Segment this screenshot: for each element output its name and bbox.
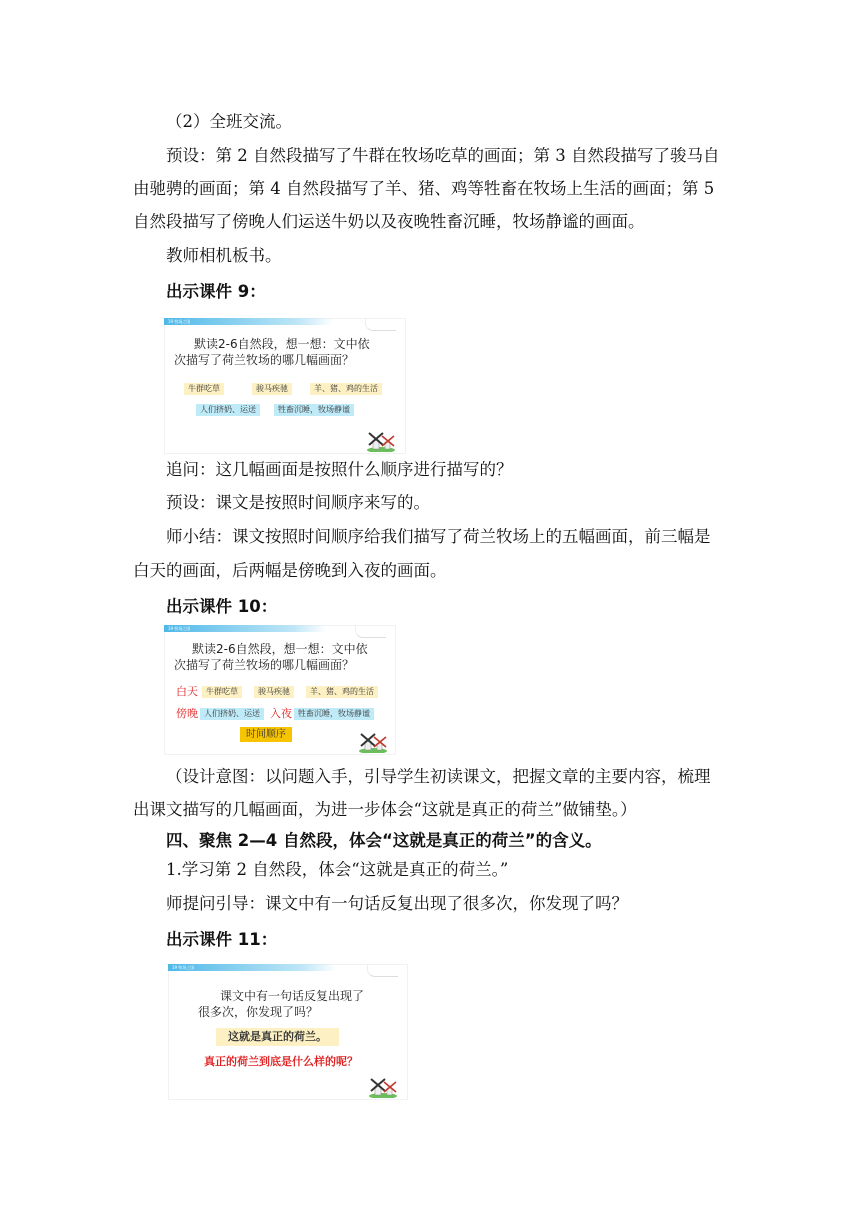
slide-question-line2: 次描写了荷兰牧场的哪几幅画面？ — [174, 658, 355, 672]
paragraph-learn-section2: 1.学习第 2 自然段，体会“这就是真正的荷兰。” — [166, 860, 509, 879]
heading-slide-11: 出示课件 11： — [166, 930, 278, 949]
tag-horses-galloping: 骏马疾驰 — [252, 383, 292, 395]
slide-9 — [164, 318, 406, 454]
tag-livestock-sleeping: 牲畜沉睡，牧场静谧 — [274, 404, 354, 416]
paragraph-design-intent-line2: 出课文描写的几幅画面，为进一步体会“这就是真正的荷兰”做铺垫。） — [133, 800, 637, 819]
answer-highlight: 这就是真正的荷兰。 — [216, 1028, 339, 1046]
tag-people-milking: 人们挤奶、运送 — [196, 404, 260, 416]
heading-slide-9: 出示课件 9： — [166, 282, 266, 301]
corner-decoration — [355, 625, 386, 638]
slide-red-question: 真正的荷兰到底是什么样的呢？ — [204, 1055, 358, 1068]
slide-11 — [168, 964, 408, 1100]
windmill-icon — [364, 430, 398, 452]
slide-question-line1: 默读2-6自然段，想一想：文中依 — [194, 337, 370, 351]
paragraph-preset-line1: 预设：第 2 自然段描写了牛群在牧场吃草的画面；第 3 自然段描写了骏马自 — [166, 146, 720, 165]
tag-people-milking: 人们挤奶、运送 — [200, 708, 264, 720]
label-night: 入夜 — [270, 707, 292, 720]
tag-sheep-pigs-chickens: 羊、猪、鸡的生活 — [306, 686, 378, 698]
tag-time-order: 时间顺序 — [240, 727, 292, 742]
paragraph-summary-line1: 师小结：课文按照时间顺序给我们描写了荷兰牧场上的五幅画面，前三幅是 — [166, 527, 711, 546]
tag-horses-galloping: 骏马疾驰 — [254, 686, 294, 698]
paragraph-exchange: （2）全班交流。 — [166, 112, 292, 131]
slide-question-line2: 次描写了荷兰牧场的哪几幅画面？ — [174, 353, 355, 367]
slide-header-bar: 19 牧场之国 — [168, 964, 336, 971]
slide-question-line1: 课文中有一句话反复出现了 — [220, 989, 365, 1003]
paragraph-preset-line3: 自然段描写了傍晚人们运送牛奶以及夜晚牲畜沉睡，牧场静谧的画面。 — [133, 212, 645, 231]
tag-sheep-pigs-chickens: 羊、猪、鸡的生活 — [310, 383, 382, 395]
paragraph-summary-line2: 白天的画面，后两幅是傍晚到入夜的画面。 — [133, 561, 447, 580]
label-daytime: 白天 — [176, 685, 198, 698]
windmill-icon — [356, 731, 390, 753]
paragraph-preset-line2: 由驰骋的画面；第 4 自然段描写了羊、猪、鸡等牲畜在牧场上生活的画面；第 5 — [133, 179, 715, 198]
slide-question-line2: 很多次，你发现了吗？ — [198, 1005, 319, 1019]
windmill-icon — [366, 1076, 400, 1098]
section-heading-four: 四、聚焦 2—4 自然段，体会“这就是真正的荷兰”的含义。 — [166, 831, 602, 850]
paragraph-follow-up: 追问：这几幅画面是按照什么顺序进行描写的？ — [166, 460, 513, 479]
label-dusk: 傍晚 — [176, 707, 198, 720]
paragraph-preset-order: 预设：课文是按照时间顺序来写的。 — [166, 493, 430, 512]
slide-header-bar: 19 牧场之国 — [164, 318, 333, 325]
tag-cattle-grazing: 牛群吃草 — [184, 383, 224, 395]
paragraph-design-intent-line1: （设计意图：以问题入手，引导学生初读课文，把握文章的主要内容，梳理 — [166, 767, 711, 786]
corner-decoration — [367, 964, 398, 977]
paragraph-board: 教师相机板书。 — [166, 246, 282, 265]
paragraph-teacher-question: 师提问引导：课文中有一句话反复出现了很多次，你发现了吗？ — [166, 894, 628, 913]
slide-question-line1: 默读2-6自然段，想一想：文中依 — [192, 642, 368, 656]
slide-10 — [164, 625, 396, 755]
tag-cattle-grazing: 牛群吃草 — [202, 686, 242, 698]
tag-livestock-sleeping: 牲畜沉睡，牧场静谧 — [294, 708, 374, 720]
slide-header-bar: 19 牧场之国 — [164, 625, 326, 632]
heading-slide-10: 出示课件 10： — [166, 597, 278, 616]
corner-decoration — [365, 318, 396, 331]
